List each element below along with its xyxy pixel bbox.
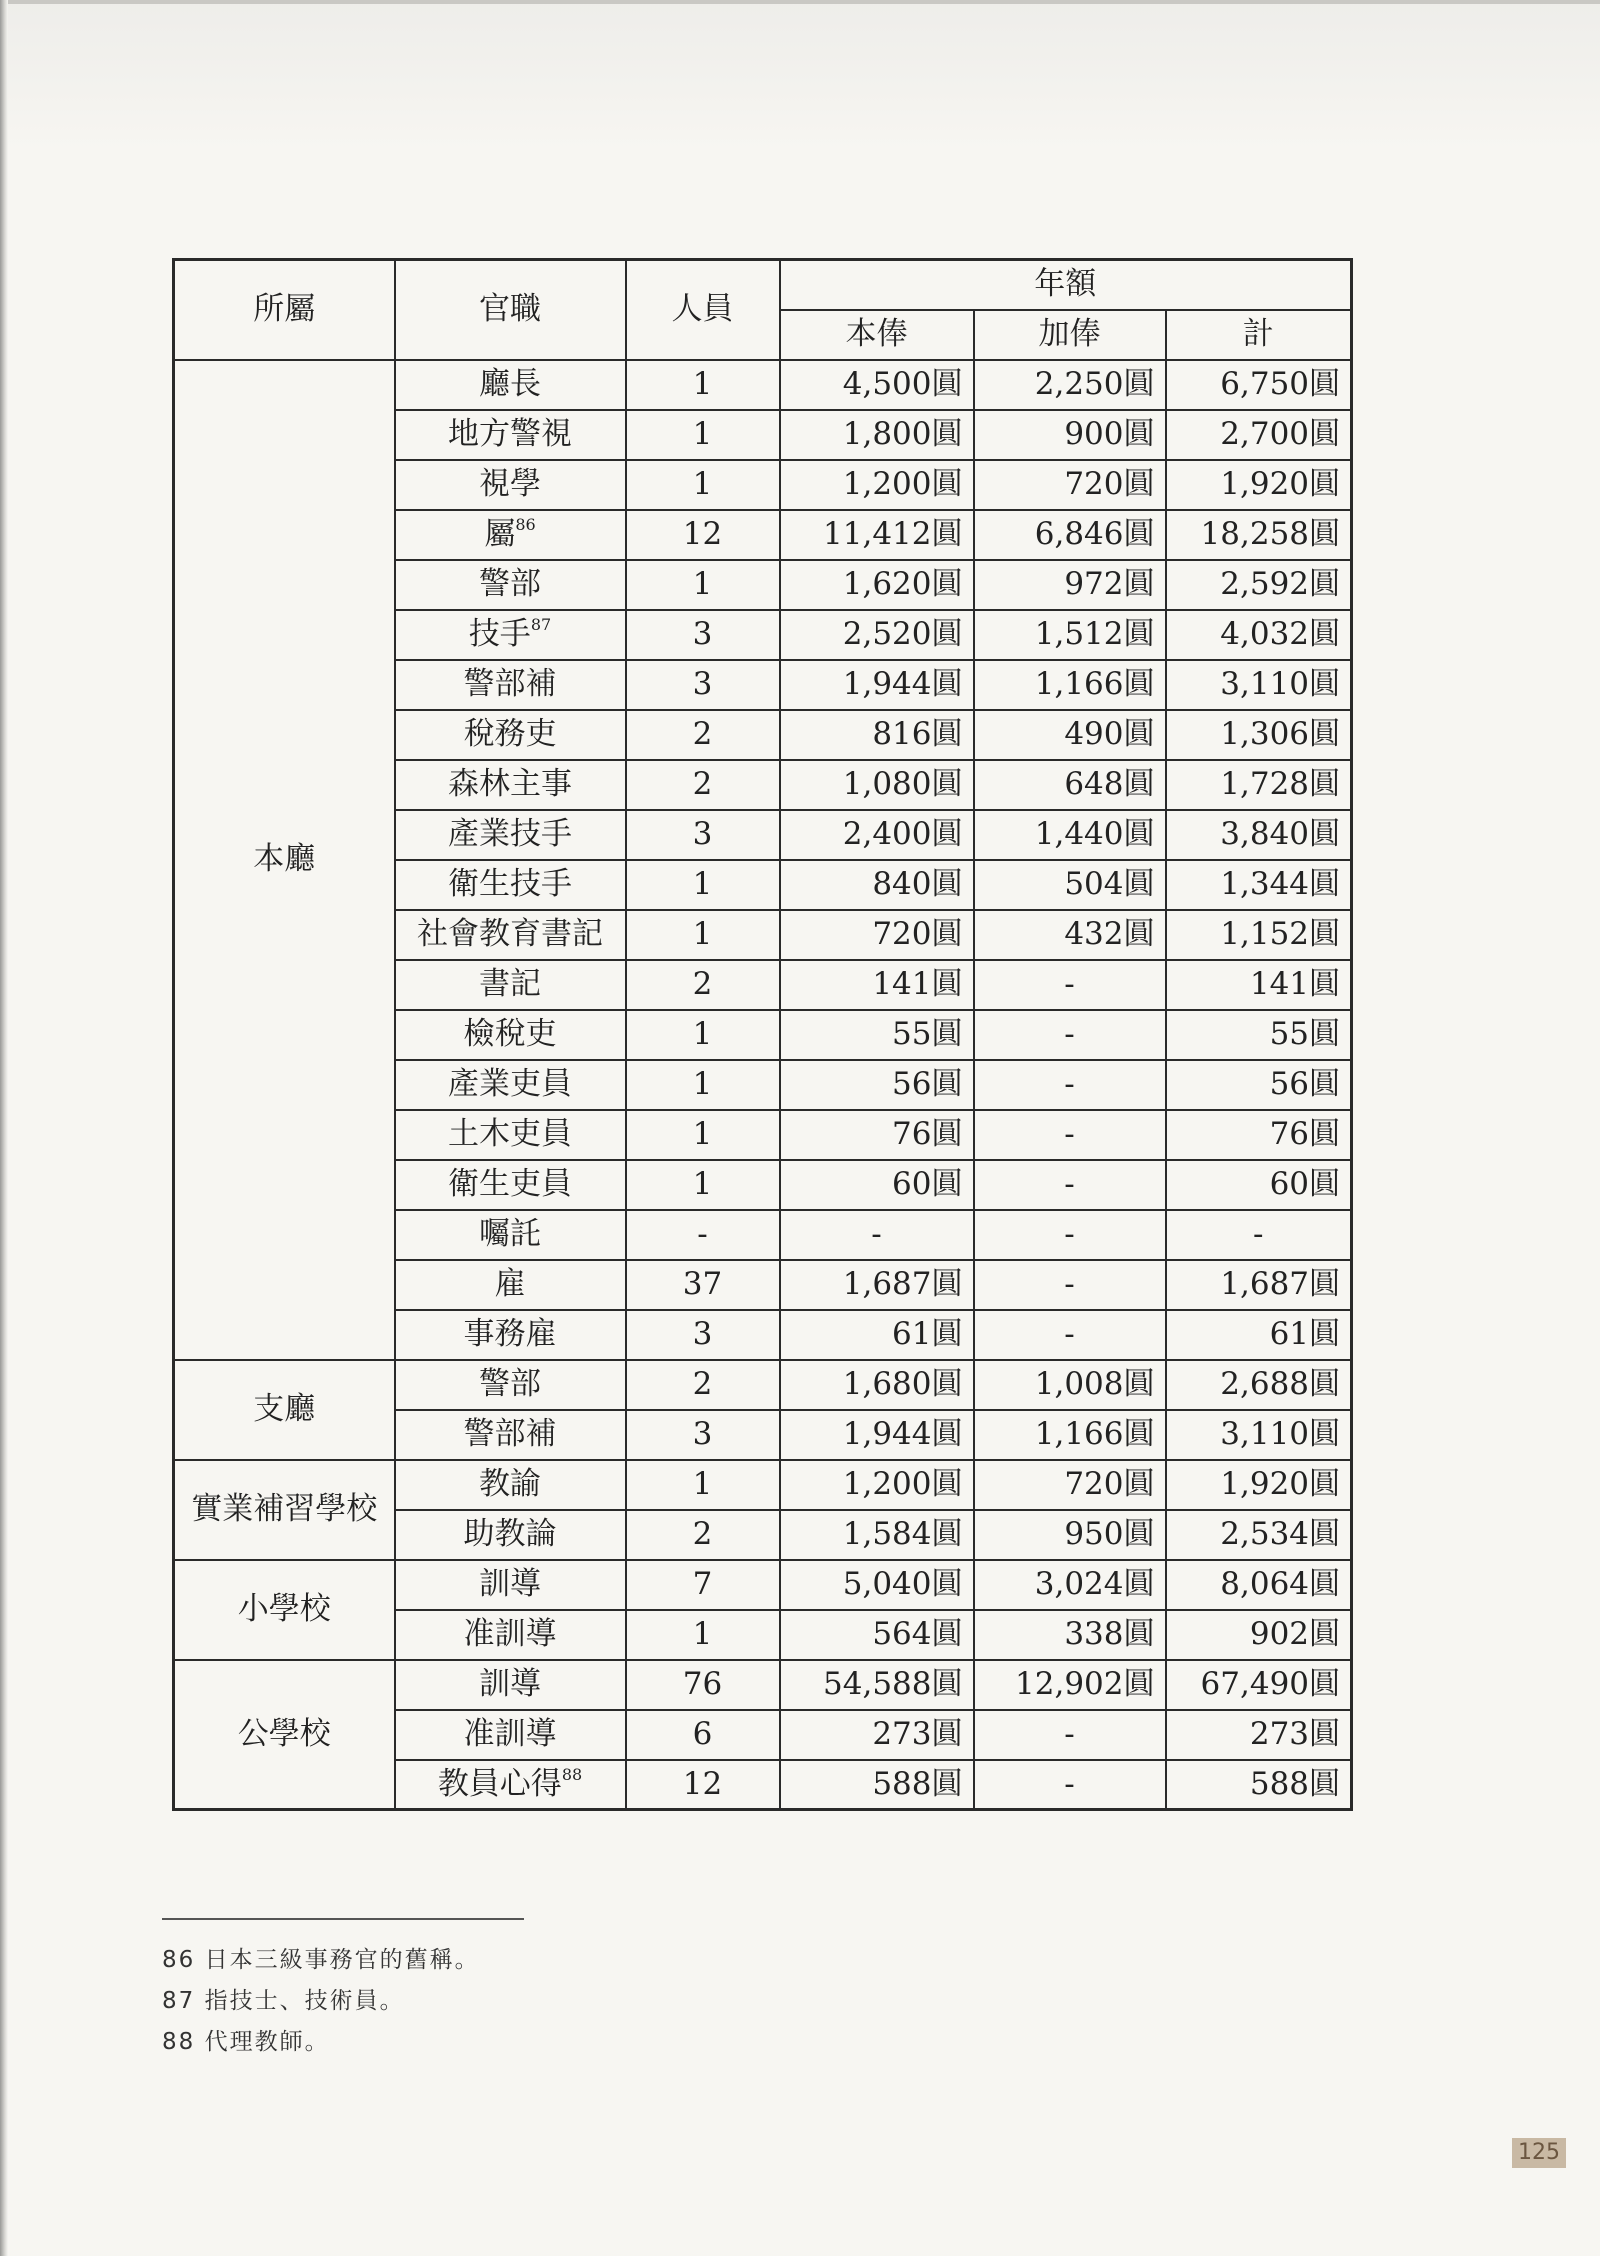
extra-cell: -: [974, 1260, 1166, 1310]
total-cell: 1,728圓: [1166, 760, 1352, 810]
count-cell: 3: [626, 1310, 780, 1360]
title-cell: [395, 360, 626, 410]
dept-cell: 公學校: [174, 1660, 395, 1810]
title-cell: [395, 1010, 626, 1060]
total-cell: 1,344圓: [1166, 860, 1352, 910]
base-cell: 11,412圓: [780, 510, 974, 560]
title-text: 雇: [494, 1266, 526, 1302]
extra-cell: 1,440圓: [974, 810, 1166, 860]
base-cell: 1,200圓: [780, 460, 974, 510]
extra-cell: 6,846圓: [974, 510, 1166, 560]
title-cell: [395, 1310, 626, 1360]
base-cell: 54,588圓: [780, 1660, 974, 1710]
title-text: 屬: [484, 516, 516, 552]
extra-cell: -: [974, 1010, 1166, 1060]
title-cell: [395, 1460, 626, 1510]
title-text: 稅務吏: [463, 716, 557, 752]
total-cell: 1,152圓: [1166, 910, 1352, 960]
count-cell: 2: [626, 960, 780, 1010]
table-row: [174, 1660, 1352, 1710]
total-cell: 2,688圓: [1166, 1360, 1352, 1410]
total-cell: 6,750圓: [1166, 360, 1352, 410]
base-cell: 720圓: [780, 910, 974, 960]
title-cell: [395, 710, 626, 760]
total-cell: 1,920圓: [1166, 1460, 1352, 1510]
total-cell: 588圓: [1166, 1760, 1352, 1810]
base-cell: 2,520圓: [780, 610, 974, 660]
title-text: 教諭: [479, 1466, 541, 1502]
footnote-86: 86 日本三級事務官的舊稱。: [162, 1947, 480, 1973]
title-cell: [395, 1210, 626, 1260]
title-cell: [395, 1610, 626, 1660]
title-cell: [395, 560, 626, 610]
total-cell: 1,687圓: [1166, 1260, 1352, 1310]
extra-cell: -: [974, 1210, 1166, 1260]
count-cell: 1: [626, 560, 780, 610]
title-text: 囑託: [479, 1216, 541, 1252]
count-cell: 7: [626, 1560, 780, 1610]
extra-cell: 504圓: [974, 860, 1166, 910]
total-cell: 18,258圓: [1166, 510, 1352, 560]
count-cell: 2: [626, 1360, 780, 1410]
title-text: 書記: [479, 966, 541, 1002]
title-text: 廳長: [479, 366, 541, 402]
salary-table-body: [174, 360, 1352, 1810]
scan-top-edge: [0, 0, 1600, 4]
title-text: 警部: [479, 566, 541, 602]
count-cell: 1: [626, 1160, 780, 1210]
footnotes: [162, 1940, 480, 2063]
title-cell: [395, 460, 626, 510]
table-row: [174, 1360, 1352, 1410]
total-cell: 902圓: [1166, 1610, 1352, 1660]
extra-cell: -: [974, 1310, 1166, 1360]
total-cell: 61圓: [1166, 1310, 1352, 1360]
total-cell: 55圓: [1166, 1010, 1352, 1060]
title-text: 技手: [468, 616, 531, 652]
count-cell: 12: [626, 1760, 780, 1810]
footnote-87: 87 指技士、技術員。: [162, 1988, 405, 2014]
base-cell: 1,800圓: [780, 410, 974, 460]
extra-cell: 972圓: [974, 560, 1166, 610]
base-cell: 564圓: [780, 1610, 974, 1660]
total-cell: 76圓: [1166, 1110, 1352, 1160]
count-cell: 1: [626, 1110, 780, 1160]
extra-cell: 950圓: [974, 1510, 1166, 1560]
extra-cell: 338圓: [974, 1610, 1166, 1660]
base-cell: 55圓: [780, 1010, 974, 1060]
count-cell: 3: [626, 660, 780, 710]
total-cell: -: [1166, 1210, 1352, 1260]
count-cell: 12: [626, 510, 780, 560]
dept-cell: 實業補習學校: [174, 1460, 395, 1560]
dept-cell: 本廳: [174, 360, 395, 1360]
base-cell: 76圓: [780, 1110, 974, 1160]
base-cell: 1,944圓: [780, 660, 974, 710]
total-cell: 2,534圓: [1166, 1510, 1352, 1560]
title-cell: [395, 1510, 626, 1560]
title-text: 訓導: [479, 1666, 541, 1702]
title-cell: [395, 1710, 626, 1760]
extra-cell: 720圓: [974, 1460, 1166, 1510]
title-text: 警部補: [463, 666, 557, 702]
extra-cell: -: [974, 1760, 1166, 1810]
extra-cell: 432圓: [974, 910, 1166, 960]
total-cell: 1,306圓: [1166, 710, 1352, 760]
footnote-88: 88 代理教師。: [162, 2029, 330, 2055]
title-cell: [395, 1060, 626, 1110]
count-cell: 6: [626, 1710, 780, 1760]
header-dept: 所屬: [174, 260, 395, 360]
base-cell: 1,200圓: [780, 1460, 974, 1510]
count-cell: 1: [626, 860, 780, 910]
scan-top-shadow: [0, 0, 1600, 150]
base-cell: 1,687圓: [780, 1260, 974, 1310]
salary-table-header: [174, 260, 1352, 360]
count-cell: 1: [626, 1010, 780, 1060]
footnote-marker: 87: [530, 615, 552, 634]
extra-cell: 1,008圓: [974, 1360, 1166, 1410]
title-text: 土木吏員: [448, 1116, 572, 1152]
title-cell: [395, 860, 626, 910]
header-extra: 加俸: [974, 310, 1166, 360]
total-cell: 3,110圓: [1166, 1410, 1352, 1460]
count-cell: 1: [626, 910, 780, 960]
title-cell: [395, 1560, 626, 1610]
page-number: 125: [1512, 2138, 1566, 2168]
header-total: 計: [1166, 310, 1352, 360]
title-cell: [395, 510, 626, 560]
footnote-rule: [162, 1918, 524, 1920]
total-cell: 1,920圓: [1166, 460, 1352, 510]
count-cell: 2: [626, 760, 780, 810]
header-annual: 年額: [780, 260, 1352, 310]
extra-cell: -: [974, 1110, 1166, 1160]
total-cell: 273圓: [1166, 1710, 1352, 1760]
total-cell: 3,110圓: [1166, 660, 1352, 710]
base-cell: 1,680圓: [780, 1360, 974, 1410]
count-cell: 1: [626, 360, 780, 410]
base-cell: 1,080圓: [780, 760, 974, 810]
title-text: 教員心得: [437, 1765, 562, 1802]
title-cell: [395, 1410, 626, 1460]
total-cell: 141圓: [1166, 960, 1352, 1010]
total-cell: 56圓: [1166, 1060, 1352, 1110]
title-text: 產業技手: [448, 816, 572, 852]
count-cell: 1: [626, 1460, 780, 1510]
extra-cell: 12,902圓: [974, 1660, 1166, 1710]
title-text: 衛生吏員: [448, 1166, 572, 1202]
header-title: 官職: [395, 260, 626, 360]
count-cell: 1: [626, 1060, 780, 1110]
title-cell: [395, 1760, 626, 1810]
title-text: 准訓導: [463, 1616, 557, 1652]
page-binding-edge: [0, 0, 8, 2256]
count-cell: 1: [626, 410, 780, 460]
title-cell: [395, 1660, 626, 1710]
footnote-marker: 86: [515, 515, 536, 534]
base-cell: 56圓: [780, 1060, 974, 1110]
base-cell: 1,944圓: [780, 1410, 974, 1460]
base-cell: 273圓: [780, 1710, 974, 1760]
extra-cell: 900圓: [974, 410, 1166, 460]
extra-cell: -: [974, 1710, 1166, 1760]
dept-cell: 小學校: [174, 1560, 395, 1660]
title-text: 警部: [479, 1366, 541, 1402]
count-cell: 2: [626, 710, 780, 760]
extra-cell: 1,166圓: [974, 1410, 1166, 1460]
title-cell: [395, 660, 626, 710]
extra-cell: 720圓: [974, 460, 1166, 510]
table-row: [174, 360, 1352, 410]
base-cell: 141圓: [780, 960, 974, 1010]
title-text: 衛生技手: [448, 866, 572, 902]
title-text: 訓導: [479, 1566, 541, 1602]
title-cell: [395, 1160, 626, 1210]
dept-cell: 支廳: [174, 1360, 395, 1460]
extra-cell: 1,512圓: [974, 610, 1166, 660]
header-base: 本俸: [780, 310, 974, 360]
total-cell: 67,490圓: [1166, 1660, 1352, 1710]
extra-cell: 2,250圓: [974, 360, 1166, 410]
title-text: 助教論: [463, 1516, 557, 1552]
base-cell: 5,040圓: [780, 1560, 974, 1610]
title-cell: [395, 1360, 626, 1410]
title-cell: [395, 1260, 626, 1310]
extra-cell: 490圓: [974, 710, 1166, 760]
header-count: 人員: [626, 260, 780, 360]
title-text: 准訓導: [463, 1716, 557, 1752]
extra-cell: 3,024圓: [974, 1560, 1166, 1610]
title-cell: [395, 1110, 626, 1160]
title-cell: [395, 810, 626, 860]
title-text: 地方警視: [448, 416, 572, 452]
title-text: 事務雇: [463, 1316, 557, 1352]
title-cell: [395, 960, 626, 1010]
footnote-marker: 88: [561, 1764, 583, 1784]
base-cell: 588圓: [780, 1760, 974, 1810]
count-cell: 2: [626, 1510, 780, 1560]
count-cell: 3: [626, 1410, 780, 1460]
table-row: [174, 1460, 1352, 1510]
count-cell: 1: [626, 1610, 780, 1660]
title-cell: [395, 610, 626, 660]
extra-cell: -: [974, 1160, 1166, 1210]
total-cell: 60圓: [1166, 1160, 1352, 1210]
title-text: 社會教育書記: [417, 916, 603, 952]
total-cell: 2,700圓: [1166, 410, 1352, 460]
base-cell: 1,584圓: [780, 1510, 974, 1560]
base-cell: 4,500圓: [780, 360, 974, 410]
total-cell: 2,592圓: [1166, 560, 1352, 610]
title-text: 森林主事: [448, 766, 572, 802]
total-cell: 4,032圓: [1166, 610, 1352, 660]
title-cell: [395, 910, 626, 960]
base-cell: 61圓: [780, 1310, 974, 1360]
extra-cell: -: [974, 960, 1166, 1010]
base-cell: 2,400圓: [780, 810, 974, 860]
table-row: [174, 1560, 1352, 1610]
title-text: 產業吏員: [448, 1066, 572, 1102]
count-cell: 3: [626, 610, 780, 660]
base-cell: 840圓: [780, 860, 974, 910]
base-cell: 1,620圓: [780, 560, 974, 610]
count-cell: 76: [626, 1660, 780, 1710]
base-cell: 60圓: [780, 1160, 974, 1210]
total-cell: 8,064圓: [1166, 1560, 1352, 1610]
count-cell: 3: [626, 810, 780, 860]
title-cell: [395, 760, 626, 810]
extra-cell: 1,166圓: [974, 660, 1166, 710]
extra-cell: 648圓: [974, 760, 1166, 810]
salary-table: [172, 258, 1353, 1811]
extra-cell: -: [974, 1060, 1166, 1110]
count-cell: 1: [626, 460, 780, 510]
title-text: 檢稅吏: [463, 1016, 557, 1052]
title-text: 警部補: [463, 1416, 557, 1452]
title-text: 視學: [479, 466, 541, 502]
total-cell: 3,840圓: [1166, 810, 1352, 860]
count-cell: -: [626, 1210, 780, 1260]
title-cell: [395, 410, 626, 460]
base-cell: -: [780, 1210, 974, 1260]
base-cell: 816圓: [780, 710, 974, 760]
count-cell: 37: [626, 1260, 780, 1310]
